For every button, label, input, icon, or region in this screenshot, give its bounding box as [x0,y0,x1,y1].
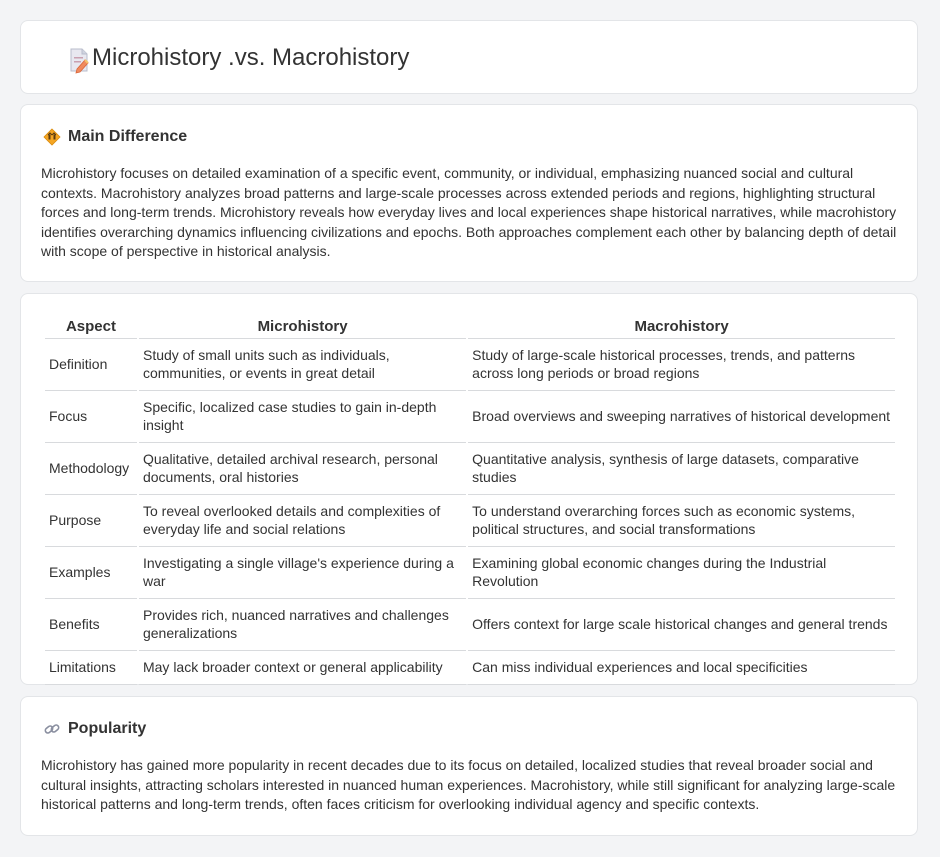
aspect-cell: Definition [45,339,137,391]
microhistory-cell: To reveal overlooked details and complexities of everyday life and social relations [139,495,466,547]
macrohistory-cell: Broad overviews and sweeping narratives of historical development [468,391,895,443]
diamond-signpost-icon [43,128,61,146]
popularity-label: Popularity [68,720,147,737]
document-edit-icon [65,46,93,74]
main-difference-heading [43,127,187,147]
microhistory-cell: Specific, localized case studies to gain in-depth insight [139,391,466,443]
macrohistory-cell: To understand overarching forces such as economic systems, political structures, and social transformations [468,495,895,547]
popularity-heading [43,719,146,739]
microhistory-cell: May lack broader context or general applicability [139,651,466,685]
aspect-cell: Benefits [45,599,137,651]
popularity-text: Microhistory has gained more popularity in recent decades due to its focus on detailed, localized studies that reveal broader social and cultural insights, attracting scholars interested in nuanced human experiences. Macrohistory, while still significant for analyzing large-scale historical patterns and long-term trends, often faces criticism for overlooking individual agency and specific contexts. [41,757,896,813]
table-row [45,443,895,495]
popularity-card [20,696,918,836]
macrohistory-cell: Can miss individual experiences and local specificities [468,651,895,685]
macrohistory-cell: Quantitative analysis, synthesis of large datasets, comparative studies [468,443,895,495]
table-row [45,495,895,547]
aspect-cell: Examples [45,547,137,599]
microhistory-cell: Study of small units such as individuals, communities, or events in great detail [139,339,466,391]
table-row [45,339,895,391]
link-icon [43,720,61,738]
column-header-microhistory: Microhistory [139,312,466,339]
aspect-cell: Methodology [45,443,137,495]
main-difference-card [20,104,918,282]
table-row [45,391,895,443]
macrohistory-cell: Study of large-scale historical processes, trends, and patterns across long periods or broad regions [468,339,895,391]
header-card [20,20,918,94]
macrohistory-cell: Examining global economic changes during the Industrial Revolution [468,547,895,599]
aspect-cell: Purpose [45,495,137,547]
table-row [45,599,895,651]
aspect-cell: Focus [45,391,137,443]
microhistory-cell: Investigating a single village's experience during a war [139,547,466,599]
table-row [45,547,895,599]
table-row [45,651,895,685]
page-title: Microhistory .vs. Macrohistory [92,44,410,71]
table-header-row [45,312,895,339]
column-header-macrohistory: Macrohistory [468,312,895,339]
comparison-table [43,312,897,685]
comparison-card [20,293,918,685]
main-difference-text: Microhistory focuses on detailed examination of a specific event, community, or individual, emphasizing nuanced social and cultural contexts. Macrohistory analyzes broad patterns and large-scale processes across extended periods and regions, highlighting structural forces and long-term trends. Microhistory reveals how everyday lives and local experiences shape historical narratives, while macrohistory identifies overarching dynamics influencing civilizations and epochs. Both approaches complement each other by balancing depth of detail with scope of perspective in historical analysis. [41,165,897,260]
microhistory-cell: Provides rich, nuanced narratives and challenges generalizations [139,599,466,651]
aspect-cell: Limitations [45,651,137,685]
column-header-aspect: Aspect [45,312,137,339]
microhistory-cell: Qualitative, detailed archival research, personal documents, oral histories [139,443,466,495]
main-difference-label: Main Difference [68,128,188,145]
macrohistory-cell: Offers context for large scale historical changes and general trends [468,599,895,651]
